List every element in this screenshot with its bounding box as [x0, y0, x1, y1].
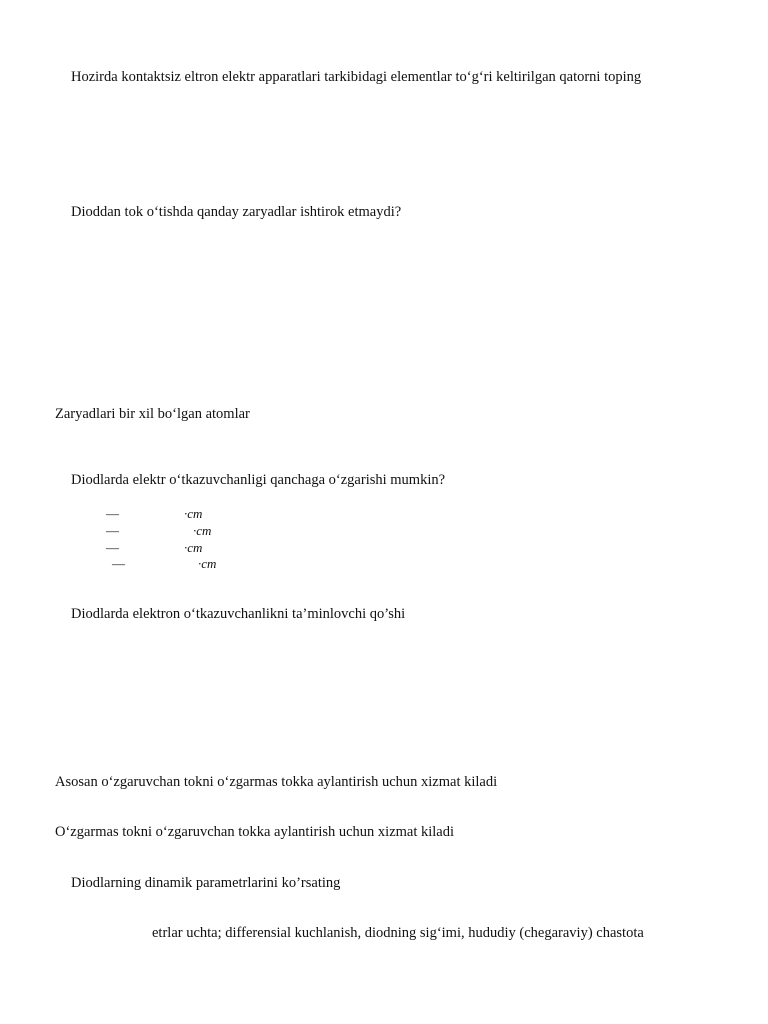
- question-2: Dioddan tok o‘tishda qanday zaryadlar ishtirok etmaydi?: [71, 204, 402, 220]
- formula-dash-2: —: [106, 523, 119, 538]
- answer-4: etrlar uchta; differensial kuchlanish, diodning sig‘imi, hududiy (chegaraviy) chastota: [152, 925, 644, 941]
- formula-unit-2: ·cm: [193, 523, 212, 538]
- question-4: Diodlarda elektron o‘tkazuvchanlikni ta’minlovchi qo’shi: [71, 606, 406, 622]
- formula-dash-3: —: [106, 540, 119, 555]
- question-1: Hozirda kontaktsiz eltron elektr apparatlari tarkibidagi elementlar to‘g‘ri keltirilgan qatorni toping: [71, 69, 642, 85]
- formula-unit-1: ·cm: [184, 506, 203, 521]
- question-5: Diodlarning dinamik parametrlarini ko’rsating: [71, 875, 341, 891]
- answer-3: O‘zgarmas tokni o‘zgaruvchan tokka aylantirish uchun xizmat kiladi: [55, 824, 455, 840]
- formula-dash-1: —: [106, 506, 119, 521]
- formula-dash-4: —: [112, 556, 125, 571]
- formula-unit-3: ·cm: [184, 540, 203, 555]
- answer-1: Zaryadlari bir xil bo‘lgan atomlar: [55, 406, 250, 422]
- question-3: Diodlarda elektr o‘tkazuvchanligi qanchaga o‘zgarishi mumkin?: [71, 472, 446, 488]
- formula-unit-4: ·cm: [198, 556, 217, 571]
- answer-2: Asosan o‘zgaruvchan tokni o‘zgarmas tokka aylantirish uchun xizmat kiladi: [55, 774, 498, 790]
